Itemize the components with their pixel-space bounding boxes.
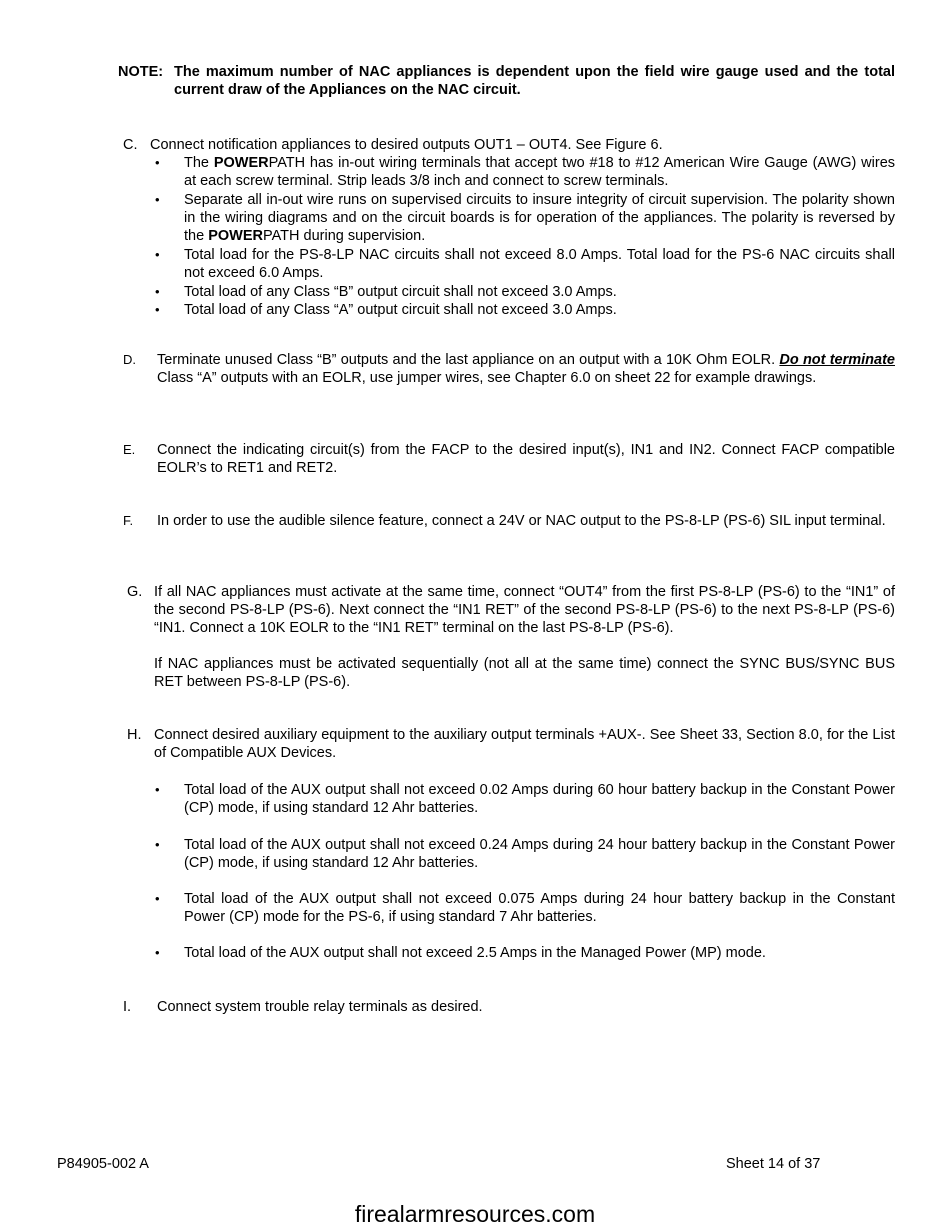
footer-doc-number: P84905-002 A — [57, 1156, 149, 1172]
footer-sheet-number: Sheet 14 of 37 — [726, 1156, 821, 1172]
watermark-site: firealarmresources.com — [354, 1201, 596, 1227]
section-d-letter: D. — [123, 352, 136, 367]
bullet-glyph: • — [155, 192, 160, 207]
section-h-letter: H. — [127, 727, 142, 743]
section-c-text: Connect notification appliances to desired outputs OUT1 – OUT4. See Figure 6. — [150, 137, 663, 153]
section-g-text: If all NAC appliances must activate at the same time, connect “OUT4” from the first PS-8-LP (PS-6) to the “IN1” of the second PS-8-LP (PS-6). Next connect the “IN1 RET” of the second PS-8-LP (PS-6) to the next PS-8-LP (PS-6) “IN1. Connect a 10K EOLR to the “IN1 RET” terminal on the last PS-8-LP (PS-6). — [154, 584, 895, 636]
section-c-bullet-2: Separate all in-out wire runs on supervised circuits to insure integrity of circuit supervision. The polarity shown in the wiring diagrams and on the circuit boards is for operation of the appliances. The polarity is reversed by the POWERPATH during supervision. — [184, 192, 895, 244]
bullet-glyph: • — [155, 782, 160, 797]
section-h-bullet-3: Total load of the AUX output shall not exceed 0.075 Amps during 24 hour battery backup in the Constant Power (CP) mode for the PS-6, if using standard 7 Ahr batteries. — [184, 891, 895, 925]
bullet-glyph: • — [155, 945, 160, 960]
section-c-bullet-5: Total load of any Class “A” output circuit shall not exceed 3.0 Amps. — [184, 302, 617, 318]
section-f-letter: F. — [123, 513, 134, 528]
section-i-text: Connect system trouble relay terminals as desired. — [157, 999, 483, 1015]
bullet-glyph: • — [155, 891, 160, 906]
section-f-text: In order to use the audible silence feature, connect a 24V or NAC output to the PS-8-LP (PS-6) SIL input terminal. — [157, 513, 886, 529]
section-e-letter: E. — [123, 442, 136, 457]
bullet-glyph: • — [155, 284, 160, 299]
do-not-terminate-emphasis: Do not terminate — [779, 352, 895, 368]
bullet-glyph: • — [155, 155, 160, 170]
note-block — [118, 63, 895, 99]
section-h-text: Connect desired auxiliary equipment to the auxiliary output terminals +AUX-. See Sheet 33, Section 8.0, for the List of Compatible AUX Devices. — [154, 727, 895, 761]
bullet-glyph: • — [155, 247, 160, 262]
section-c-bullet-3: Total load for the PS-8-LP NAC circuits shall not exceed 8.0 Amps. Total load for the PS-6 NAC circuits shall not exceed 6.0 Amps. — [184, 247, 895, 281]
section-c-bullet-1: The POWERPATH has in-out wiring terminals that accept two #18 to #12 American Wire Gauge (AWG) wires at each screw terminal. Strip leads 3/8 inch and connect to screw terminals. — [184, 155, 896, 189]
bullet-glyph: • — [155, 837, 160, 852]
section-d-text: Terminate unused Class “B” outputs and the last appliance on an output with a 10K Ohm EOLR. Do not terminate Class “A” outputs with an EOLR, use jumper wires, see Chapter 6.0 on sheet 22 for example drawings. — [157, 352, 895, 386]
section-c-letter: C. — [123, 137, 138, 153]
section-i-letter: I. — [123, 999, 132, 1015]
section-g-letter: G. — [127, 584, 143, 600]
section-h-bullet-2: Total load of the AUX output shall not exceed 0.24 Amps during 24 hour battery backup in the Constant Power (CP) mode, if using standard 12 Ahr batteries. — [184, 837, 895, 871]
section-g-text-2: If NAC appliances must be activated sequentially (not all at the same time) connect the SYNC BUS/SYNC BUS RET between PS-8-LP (PS-6). — [154, 656, 895, 690]
note-label: NOTE: — [118, 64, 164, 80]
bullet-glyph: • — [155, 302, 160, 317]
section-c-bullet-4: Total load of any Class “B” output circuit shall not exceed 3.0 Amps. — [184, 284, 617, 300]
section-h-bullet-4: Total load of the AUX output shall not exceed 2.5 Amps in the Managed Power (MP) mode. — [184, 945, 766, 961]
section-e-text: Connect the indicating circuit(s) from the FACP to the desired input(s), IN1 and IN2. Connect FACP compatible EOLR’s to RET1 and RET2. — [157, 442, 895, 476]
section-h-bullet-1: Total load of the AUX output shall not exceed 0.02 Amps during 60 hour battery backup in the Constant Power (CP) mode, if using standard 12 Ahr batteries. — [184, 782, 895, 816]
note-text: The maximum number of NAC appliances is dependent upon the field wire gauge used and the total current draw of the Appliances on the NAC circuit. — [174, 64, 895, 98]
